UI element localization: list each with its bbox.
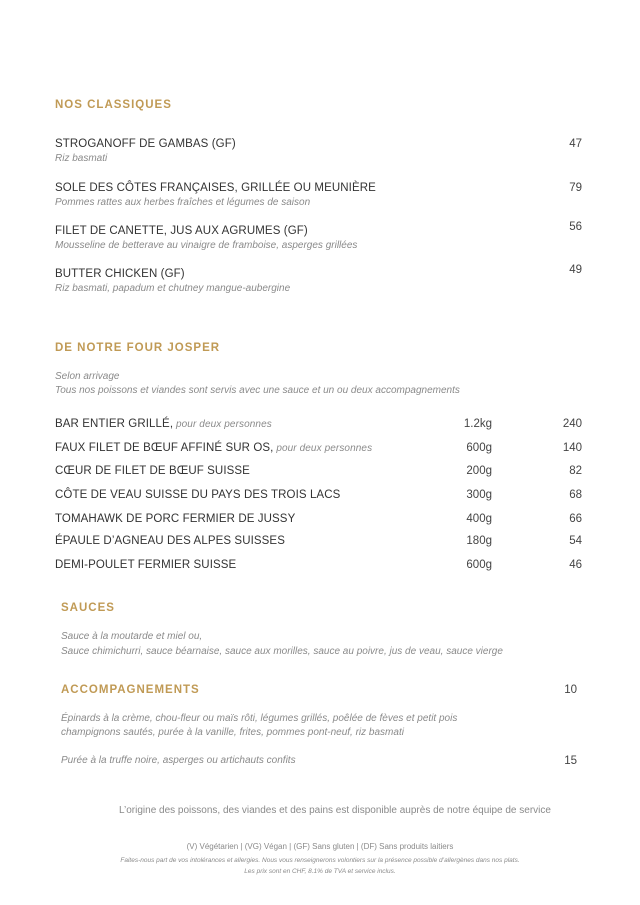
dish-description: Riz basmati, papadum et chutney mangue-aubergine xyxy=(55,283,291,294)
diet-legend: (V) Végétarien | (VG) Végan | (GF) Sans gluten | (DF) Sans produits laitiers xyxy=(186,842,454,851)
dish-price: 79 xyxy=(569,182,582,194)
accompagnements-line: Épinards à la crème, chou-fleur ou maïs rôti, légumes grillés, poêlée de fèves et petit pois xyxy=(61,713,458,724)
dish-extra: pour deux personnes xyxy=(273,443,373,454)
truffle-price: 15 xyxy=(564,755,577,767)
dish-price: 82 xyxy=(569,465,582,477)
dish-name: BUTTER CHICKEN (GF) xyxy=(55,268,185,280)
dish-description: Riz basmati xyxy=(55,153,108,164)
dish-extra: pour deux personnes xyxy=(173,419,272,430)
dish-price: 68 xyxy=(569,489,582,501)
dish-description: Mousseline de betterave au vinaigre de framboise, asperges grillées xyxy=(55,240,358,251)
josper-item xyxy=(55,442,372,454)
dish-weight: 600g xyxy=(466,559,492,571)
section-title-classiques: NOS CLASSIQUES xyxy=(55,99,172,111)
accompagnements-price: 10 xyxy=(564,684,577,696)
dish-price: 66 xyxy=(569,513,582,525)
section-title-accompagnements: ACCOMPAGNEMENTS xyxy=(61,684,200,696)
dish-name: ÉPAULE D’AGNEAU DES ALPES SUISSES xyxy=(55,535,285,547)
section-title-josper: DE NOTRE FOUR JOSPER xyxy=(55,342,221,354)
dish-name: FAUX FILET DE BŒUF AFFINÉ SUR OS, xyxy=(55,442,274,454)
truffle-line: Purée à la truffe noire, asperges ou artichauts confits xyxy=(61,755,296,766)
dish-name: BAR ENTIER GRILLÉ, xyxy=(55,418,174,430)
price-note: Les prix sont en CHF, 8.1% de TVA et service inclus. xyxy=(244,868,396,875)
dish-price: 240 xyxy=(562,418,582,430)
dish-weight: 400g xyxy=(466,513,492,525)
section-title-sauces: SAUCES xyxy=(61,602,115,614)
dish-name: CÔTE DE VEAU SUISSE DU PAYS DES TROIS LACS xyxy=(55,489,341,501)
dish-price: 140 xyxy=(562,442,582,454)
dish-name: CŒUR DE FILET DE BŒUF SUISSE xyxy=(55,465,250,477)
dish-description: Pommes rattes aux herbes fraîches et légumes de saison xyxy=(55,197,311,208)
dish-price: 49 xyxy=(569,264,582,276)
dish-name: TOMAHAWK DE PORC FERMIER DE JUSSY xyxy=(55,513,296,525)
dish-price: 47 xyxy=(569,138,582,150)
dish-price: 46 xyxy=(569,559,582,571)
josper-note: Selon arrivage xyxy=(55,371,120,382)
origin-note: L’origine des poissons, des viandes et des pains est disponible auprès de notre équipe de service xyxy=(119,805,551,816)
dish-weight: 600g xyxy=(466,442,492,454)
sauces-line: Sauce à la moutarde et miel ou, xyxy=(61,631,203,642)
dish-name: STROGANOFF DE GAMBAS (GF) xyxy=(55,138,236,150)
josper-note: Tous nos poissons et viandes sont servis avec une sauce et un ou deux accompagnements xyxy=(55,385,460,396)
dish-name: SOLE DES CÔTES FRANÇAISES, GRILLÉE OU MEUNIÈRE xyxy=(55,182,376,194)
sauces-line: Sauce chimichurri, sauce béarnaise, sauce aux morilles, sauce au poivre, jus de veau, sauce vierge xyxy=(61,646,503,657)
dish-price: 54 xyxy=(569,535,582,547)
allergy-note: Faites-nous part de vos intolérances et allergies. Nous vous renseignerons volontiers sur la présence possible d’allergènes dans nos plats. xyxy=(120,857,520,864)
dish-weight: 200g xyxy=(466,465,492,477)
dish-price: 56 xyxy=(569,221,582,233)
josper-item xyxy=(55,418,272,430)
dish-weight: 1.2kg xyxy=(463,418,492,430)
accompagnements-line: champignons sautés, purée à la vanille, frites, pommes pont-neuf, riz basmati xyxy=(61,727,404,738)
dish-weight: 180g xyxy=(466,535,492,547)
dish-name: DEMI-POULET FERMIER SUISSE xyxy=(55,559,237,571)
dish-weight: 300g xyxy=(466,489,492,501)
dish-name: FILET DE CANETTE, JUS AUX AGRUMES (GF) xyxy=(55,225,308,237)
